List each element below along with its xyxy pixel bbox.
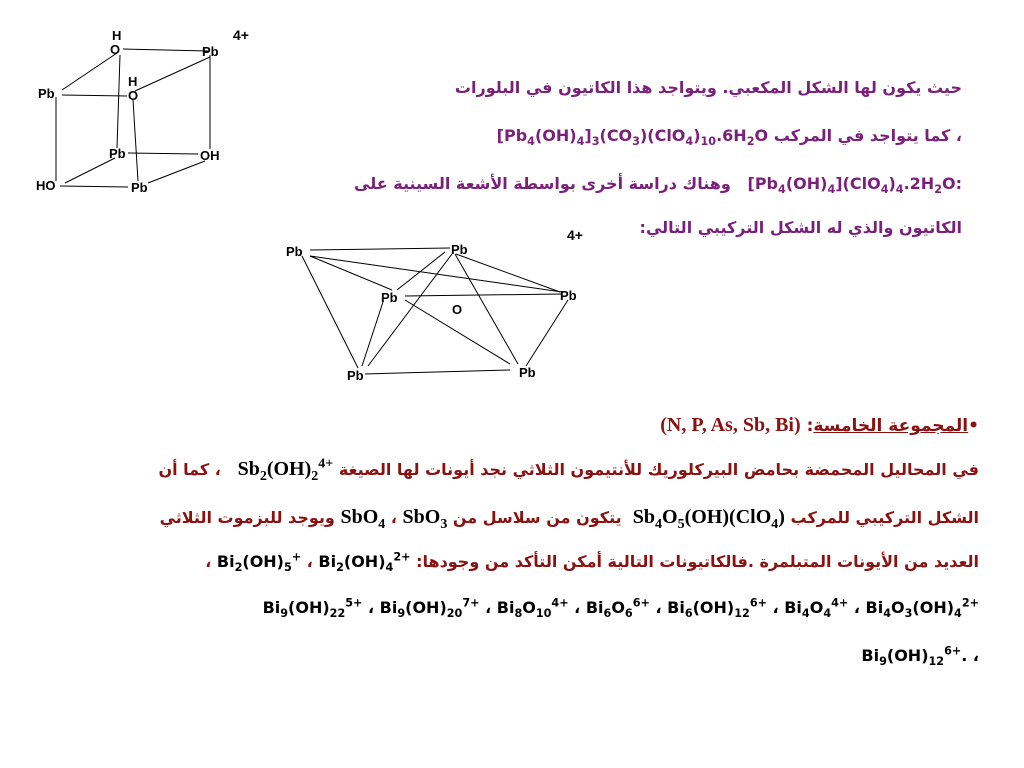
formula-part: Bi xyxy=(496,598,515,617)
octa-edge xyxy=(310,256,562,292)
formula-part: (OH) xyxy=(288,598,330,617)
formula-part: (OH) xyxy=(785,174,828,193)
formula-part: Bi xyxy=(379,598,398,617)
octa-edge xyxy=(310,248,450,250)
octa-edge xyxy=(405,294,562,296)
octa-edge xyxy=(310,256,392,290)
para2-line3-text: العديد من الأيونات المتبلمرة .فالكاتيونات التالية أمكن التأكد من وجودها: xyxy=(416,552,979,571)
bi9oh22-ion xyxy=(262,596,363,621)
formula-part: ] xyxy=(584,126,592,145)
octa-edge xyxy=(456,254,560,292)
cube-edge xyxy=(65,158,115,183)
cube-edge xyxy=(60,186,128,187)
formula-part: O xyxy=(754,126,769,145)
formula-sub: 9 xyxy=(397,607,406,621)
para2-line3 xyxy=(205,550,979,575)
formula-sup: 5+ xyxy=(345,596,363,610)
formula-sub: 2 xyxy=(934,183,942,197)
formula-sub: 5 xyxy=(284,561,292,575)
para1-line1: حيث يكون لها الشكل المكعبي. ويتواجد هذا الكاتيون في البلورات xyxy=(454,78,962,97)
formula-sub: 2 xyxy=(259,469,267,484)
pb4oh4-clo4-formula xyxy=(747,174,962,197)
separator: ، xyxy=(972,646,979,665)
formula-sub: 4 xyxy=(880,183,889,197)
formula-part: O xyxy=(891,598,905,617)
para2-line1 xyxy=(158,456,979,484)
formula-part: Sb xyxy=(237,458,260,480)
formula-part: Sb xyxy=(632,506,656,528)
formula-sub: 10 xyxy=(700,135,717,149)
formula-sub: 4 xyxy=(883,607,891,621)
formula-part: (OH) xyxy=(343,552,386,571)
octahedron-charge: 4+ xyxy=(567,227,583,243)
formula-sup: 2+ xyxy=(393,550,411,564)
para1-line4: الكاتيون والذي له الشكل التركيبي التالي: xyxy=(639,218,962,237)
octa-edge xyxy=(455,254,518,364)
cube-edge xyxy=(133,100,138,181)
separator: ، xyxy=(574,598,581,617)
cube-label-oh-right: OH xyxy=(200,148,220,163)
octa-label-pb-bottom-right: Pb xyxy=(519,365,536,380)
formula-part: [Pb xyxy=(496,126,528,145)
formula-sub: 2 xyxy=(234,561,243,575)
bi2oh4-ion xyxy=(318,550,411,575)
sbo4-formula xyxy=(340,506,386,532)
cube-edge xyxy=(128,153,198,154)
bi9oh12-ion xyxy=(861,644,968,669)
sbo3-formula xyxy=(402,506,448,532)
formula-sub: 4 xyxy=(378,517,386,532)
formula-sub: 4 xyxy=(385,561,394,575)
section5-heading xyxy=(660,414,979,437)
formula-sub: 9 xyxy=(879,655,887,669)
cube-diagram-svg xyxy=(30,25,270,200)
formula-part: Bi xyxy=(667,598,685,617)
para2-line2-text-c: ويوجد للبزموت الثلاثي xyxy=(159,508,335,527)
bi4o4-ion xyxy=(784,596,849,621)
formula-part: O xyxy=(662,506,678,528)
formula-sup: 6+ xyxy=(632,596,650,610)
pb4oh4-co3-clo4-formula xyxy=(496,126,769,149)
separator: ، xyxy=(655,598,662,617)
cube-label-pb-top-right: Pb xyxy=(202,44,219,59)
formula-sub: 4 xyxy=(801,607,810,621)
formula-part: (OH) xyxy=(692,598,735,617)
para2-line2-text-a: الشكل التركيبي للمركب xyxy=(790,508,979,527)
formula-sup: 4+ xyxy=(318,456,334,472)
para1-line2 xyxy=(496,126,962,149)
formula-sub: 4 xyxy=(685,135,694,149)
bi8o10-ion xyxy=(496,596,569,621)
formula-sub: 4 xyxy=(655,517,663,532)
formula-sup: 4+ xyxy=(831,596,849,610)
formula-sup: + xyxy=(291,550,302,564)
bi6o6-ion xyxy=(585,596,650,621)
separator: ، xyxy=(368,598,375,617)
octa-label-pb-top: Pb xyxy=(451,242,468,257)
formula-part: Bi xyxy=(318,552,337,571)
octa-label-pb-mid-right: Pb xyxy=(560,288,577,303)
formula-sub: 4 xyxy=(576,135,585,149)
formula-part: O xyxy=(611,598,625,617)
para2-line5 xyxy=(861,644,979,669)
cube-label-h-top: H xyxy=(112,28,122,43)
formula-sub: 2 xyxy=(311,469,319,484)
bullet: • xyxy=(968,416,979,436)
formula-part: ) xyxy=(778,506,785,528)
separator: ، xyxy=(205,552,212,571)
formula-sup: 6+ xyxy=(944,644,962,658)
para2-line1-text-a: في المحاليل المحمضة بحامض البيركلوريك للأنتيمون الثلاثي نجد أيونات لها الصيغة xyxy=(338,460,979,479)
formula-sub: 22 xyxy=(329,607,346,621)
separator: ، xyxy=(390,508,397,527)
formula-part: .6H xyxy=(716,126,747,145)
bi9oh20-ion xyxy=(379,596,480,621)
formula-part: ](ClO xyxy=(835,174,881,193)
formula-part: .2H xyxy=(903,174,935,193)
octa-label-pb-top-left: Pb xyxy=(286,244,303,259)
para2-line2 xyxy=(159,506,979,532)
cube-edge xyxy=(117,55,120,148)
separator: ، xyxy=(853,598,860,617)
para2-line2-text-b: يتكون من سلاسل من xyxy=(452,508,622,527)
bi6oh12-ion xyxy=(667,596,767,621)
sb2oh2-formula xyxy=(237,456,334,484)
para1-line3-text: وهناك دراسة أخرى بواسطة الأشعة السينية على xyxy=(354,174,731,193)
separator: ، xyxy=(772,598,779,617)
formula-part: O xyxy=(522,598,536,617)
formula-sup: 6+ xyxy=(749,596,767,610)
cube-label-pb-left: Pb xyxy=(38,86,55,101)
formula-part: O xyxy=(809,598,824,617)
cube-charge: 4+ xyxy=(233,27,249,43)
formula-sub: 8 xyxy=(514,607,523,621)
formula-sub: 12 xyxy=(734,607,750,621)
para1-line2-text: ، كما يتواجد في المركب xyxy=(773,126,962,145)
formula-sub: 3 xyxy=(904,607,913,621)
octa-edge xyxy=(362,302,383,366)
cube-diagram xyxy=(30,25,270,200)
bi2oh5-ion xyxy=(216,550,302,575)
section5-colon: : xyxy=(806,416,814,436)
octahedron-diagram-svg xyxy=(280,236,600,386)
cube-label-o-top: O xyxy=(110,42,121,57)
formula-sub: 5 xyxy=(677,517,685,532)
formula-part: Bi xyxy=(784,598,802,617)
para2-line4 xyxy=(262,596,979,621)
formula-sub: 6 xyxy=(684,607,693,621)
formula-part: Bi xyxy=(262,598,281,617)
formula-part: O: xyxy=(942,174,962,193)
formula-part: Bi xyxy=(861,646,880,665)
formula-part: (OH) xyxy=(405,598,447,617)
formula-part: SbO xyxy=(340,506,379,528)
formula-sub: 10 xyxy=(535,607,552,621)
formula-part: ) xyxy=(693,126,701,145)
para1-line3 xyxy=(354,174,962,197)
formula-part: Bi xyxy=(585,598,604,617)
formula-part: (CO xyxy=(599,126,633,145)
formula-sub: 9 xyxy=(280,607,289,621)
formula-sup: 4+ xyxy=(551,596,569,610)
formula-sub: 4 xyxy=(778,183,786,197)
bi4o3oh4-ion xyxy=(865,596,979,621)
cube-edge xyxy=(148,161,205,183)
cube-edge xyxy=(62,53,117,90)
formula-part: (OH)(ClO xyxy=(684,506,772,528)
octa-label-pb-mid-left: Pb xyxy=(381,290,398,305)
octa-edge xyxy=(397,252,445,290)
formula-sub: 3 xyxy=(591,135,600,149)
cube-label-pb-center: Pb xyxy=(109,146,126,161)
formula-sup: 2+ xyxy=(961,596,979,610)
formula-sub: 4 xyxy=(823,607,832,621)
octa-label-pb-bottom-left: Pb xyxy=(347,368,364,383)
cube-edge xyxy=(123,49,208,51)
formula-sub: 2 xyxy=(336,561,344,575)
formula-sub: 3 xyxy=(632,135,640,149)
cube-edge xyxy=(62,95,127,96)
cube-label-h-mid: H xyxy=(128,74,138,89)
formula-sub: 12 xyxy=(928,655,945,669)
formula-sub: 3 xyxy=(440,517,448,532)
formula-part: )(ClO xyxy=(639,126,686,145)
formula-part: (OH) xyxy=(266,458,312,480)
formula-sup: 7+ xyxy=(462,596,480,610)
formula-part: Bi xyxy=(216,552,235,571)
group5-elements: (N, P, As, Sb, Bi) xyxy=(660,414,801,436)
para2-line1-text-b: ، كما أن xyxy=(158,460,221,479)
cube-label-o-mid: O xyxy=(128,88,139,103)
cube-label-ho-left: HO xyxy=(36,178,56,193)
formula-sub: 4 xyxy=(827,183,836,197)
cube-edge xyxy=(135,57,210,91)
formula-sub: 4 xyxy=(771,517,779,532)
octa-edge xyxy=(526,300,568,366)
octahedron-diagram xyxy=(280,236,600,386)
formula-part: [Pb xyxy=(747,174,779,193)
formula-sub: 20 xyxy=(446,607,463,621)
sb4o5-formula xyxy=(632,506,785,532)
formula-sub: 2 xyxy=(746,135,755,149)
formula-part: ) xyxy=(888,174,896,193)
formula-sub: 6 xyxy=(603,607,612,621)
formula-part: (OH) xyxy=(912,598,955,617)
formula-part: (OH) xyxy=(886,646,929,665)
section5-title: المجموعة الخامسة xyxy=(813,416,969,436)
separator: ، xyxy=(306,552,313,571)
formula-part: Bi xyxy=(865,598,884,617)
formula-sub: 4 xyxy=(954,607,962,621)
formula-part: (OH) xyxy=(242,552,284,571)
separator: ، xyxy=(485,598,492,617)
formula-sub: 4 xyxy=(527,135,535,149)
octa-edge xyxy=(365,370,510,374)
formula-part: SbO xyxy=(402,506,441,528)
formula-sub: 4 xyxy=(895,183,904,197)
formula-sub: 6 xyxy=(624,607,633,621)
cube-label-pb-bottom: Pb xyxy=(131,180,148,195)
formula-part: (OH) xyxy=(534,126,577,145)
octa-label-o-center: O xyxy=(452,302,463,317)
period: . xyxy=(961,646,968,665)
